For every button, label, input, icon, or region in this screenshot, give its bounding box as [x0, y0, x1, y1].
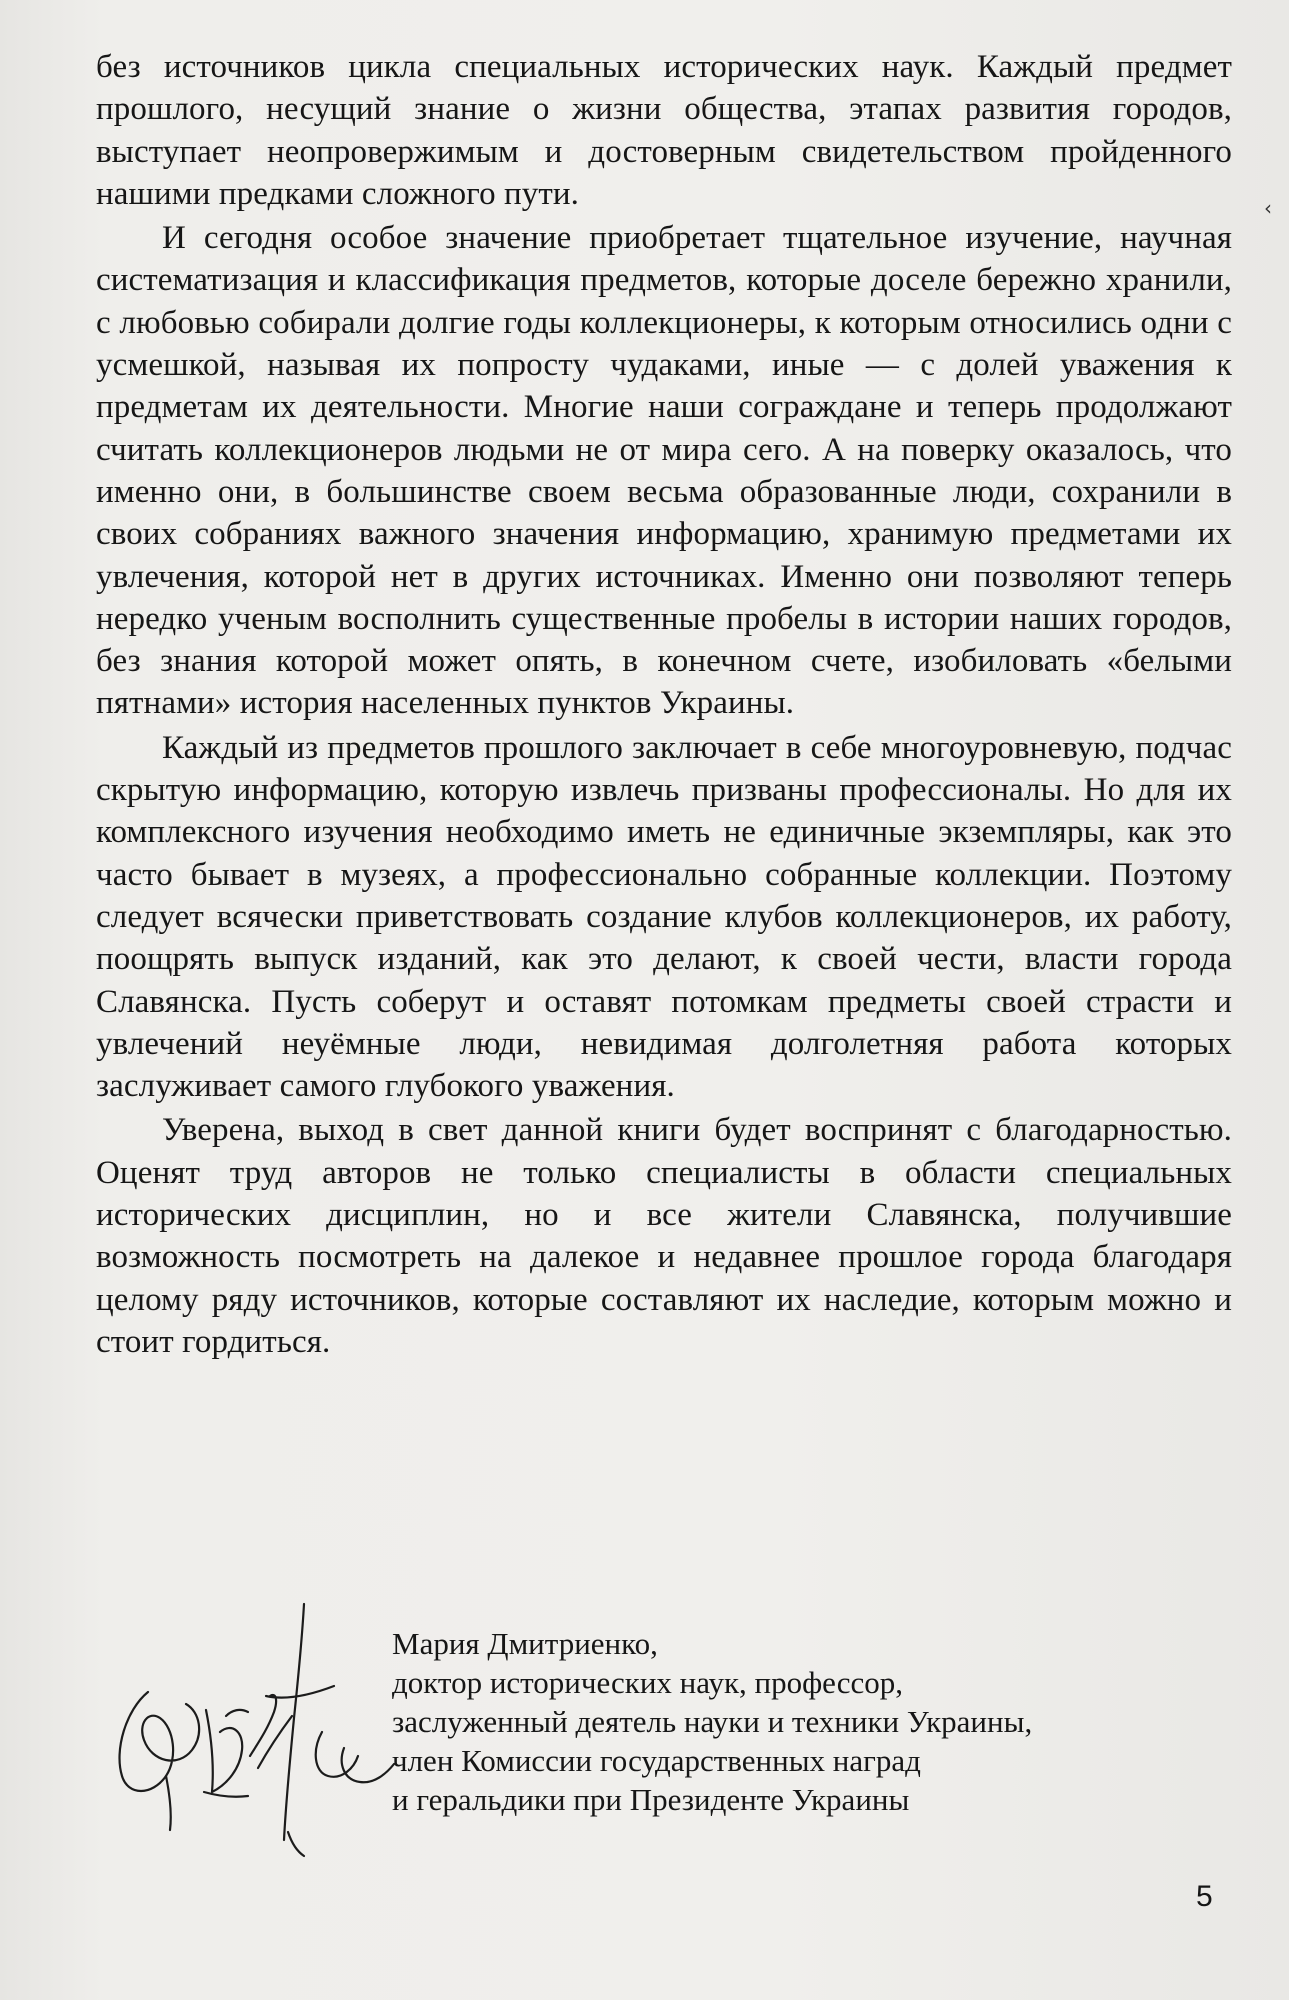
body-text: [96, 46, 1232, 1363]
paragraph-2: И сегодня особое значение приобретает тщательное изучение, научная систематизация и классификация предметов, которые доселе бережно хранили, с любовью собирали долгие годы коллекционеры, к которым относились одни с усмешкой, называя их попросту чудаками, иные — с долей уважения к предметам их деятельности. Многие наши сограждане и теперь продолжают считать коллекционеров людьми не от мира сего. А на поверку оказалось, что именно они, в большинстве своем весьма образованные люди, сохранили в своих собраниях важного значения информацию, хранимую предметами их увлечения, которой нет в других источниках. Именно они позволяют теперь нередко ученым восполнить существенные пробелы в истории наших городов, без знания которой может опять, в конечном счете, изобиловать «белыми пятнами» история населенных пунктов Украины.: [96, 220, 1232, 722]
author-role-line-2: и геральдики при Президенте Украины: [392, 1782, 910, 1817]
handwritten-signature: [108, 1600, 408, 1860]
author-honorary-title: заслуженный деятель науки и техники Украины,: [392, 1704, 1033, 1739]
author-role-line-1: член Комиссии государственных наград: [392, 1743, 921, 1778]
author-credits: [392, 1624, 1252, 1819]
paragraph-4: Уверена, выход в свет данной книги будет воспринят с благодарностью. Оценят труд авторов не только специалисты в области специальных исторических дисциплин, но и все жители Славянска, получившие возможность посмотреть на далекое и недавнее прошлое города благодаря целому ряду источников, которые составляют их наследие, которым можно и стоит гордиться.: [96, 1112, 1232, 1360]
author-degree: доктор исторических наук, профессор,: [392, 1665, 903, 1700]
paragraph-1: без источников цикла специальных исторических наук. Каждый предмет прошлого, несущий знание о жизни общества, этапах развития городов, выступает неопровержимым и достоверным свидетельством пройденного нашими предками сложного пути.: [96, 49, 1232, 212]
author-name: Мария Дмитриенко,: [392, 1626, 658, 1661]
margin-pencil-mark: ‹: [1264, 196, 1272, 220]
page-number: 5: [1196, 1880, 1213, 1913]
paragraph-3: Каждый из предметов прошлого заключает в себе многоуровневую, подчас скрытую информацию, которую извлечь призваны профессионалы. Но для их комплексного изучения необходимо иметь не единичные экземпляры, как это часто бывает в музеях, а профессионально собранные коллекции. Поэтому следует всячески приветствовать создание клубов коллекционеров, их работу, поощрять выпуск изданий, как это делают, к своей чести, власти города Славянска. Пусть соберут и оставят потомкам предметы своей страсти и увлечений неуёмные люди, невидимая долголетняя работа которых заслуживает самого глубокого уважения.: [96, 729, 1232, 1105]
